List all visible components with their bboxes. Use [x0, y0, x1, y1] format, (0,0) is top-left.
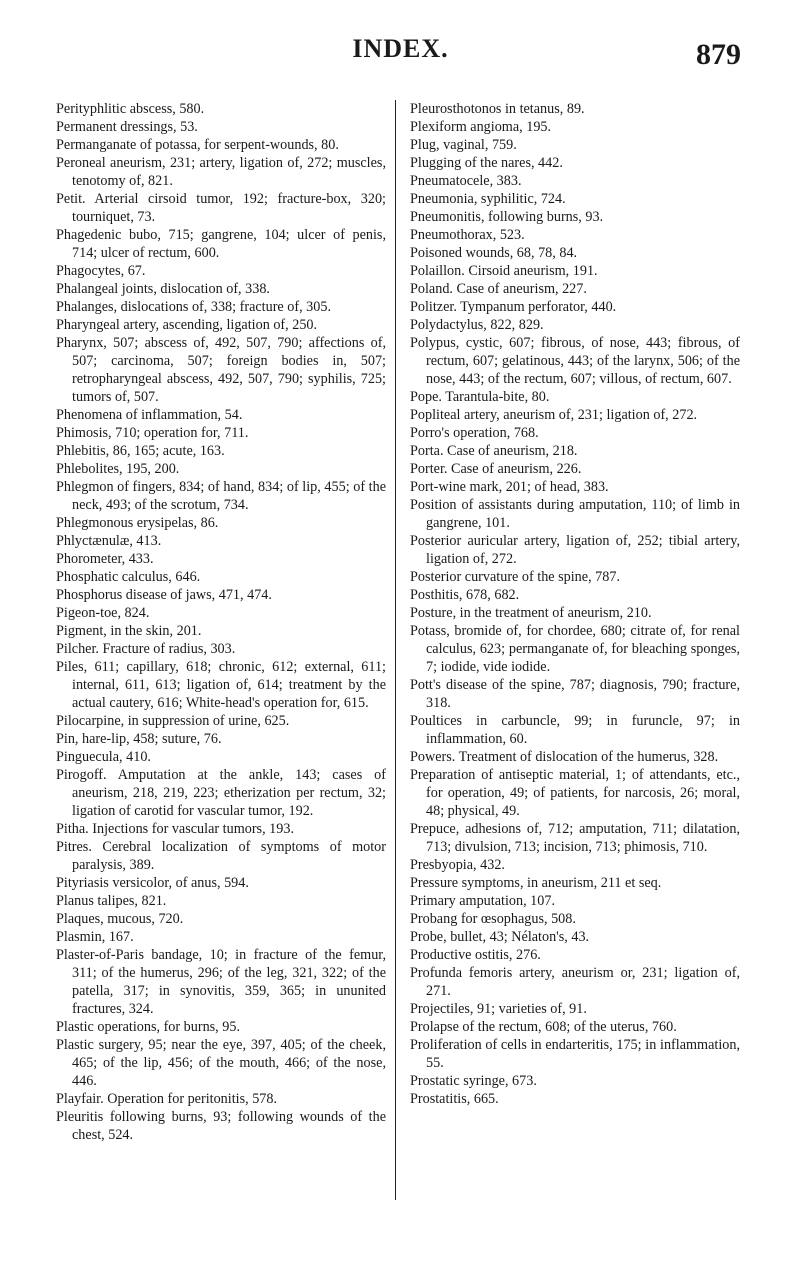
index-entry: Phagedenic bubo, 715; gangrene, 104; ulcer of penis, 714; ulcer of rectum, 600.	[56, 227, 386, 261]
index-entry: Pharynx, 507; abscess of, 492, 507, 790; affections of, 507; carcinoma, 507; foreign bodies in, 507; retropharyngeal abscess, 492, 507, 790; syphilis, 725; tumors of, 507.	[56, 335, 386, 405]
page-header	[0, 22, 801, 71]
index-entry: Productive ostitis, 276.	[410, 947, 541, 963]
index-entry: Plastic operations, for burns, 95.	[56, 1019, 241, 1035]
column-divider	[395, 100, 396, 1200]
index-entry: Preparation of antiseptic material, 1; of attendants, etc., for operation, 49; of patients, for narcosis, 26; moral, 48; physical, 49.	[410, 767, 740, 819]
index-entry: Pleurosthotonos in tetanus, 89.	[410, 101, 585, 117]
index-entry: Prostatitis, 665.	[410, 1091, 499, 1107]
index-entry: Porter. Case of aneurism, 226.	[410, 461, 582, 477]
right-column	[410, 100, 740, 1108]
index-entry: Presbyopia, 432.	[410, 857, 505, 873]
left-column	[56, 100, 386, 1144]
index-entry: Petit. Arterial cirsoid tumor, 192; fracture-box, 320; tourniquet, 73.	[56, 191, 386, 225]
index-entry: Pneumonitis, following burns, 93.	[410, 209, 604, 225]
index-entry: Phlyctænulæ, 413.	[56, 533, 162, 549]
index-entry: Prostatic syringe, 673.	[410, 1073, 537, 1089]
index-entry: Proliferation of cells in endarteritis, 175; in inflammation, 55.	[410, 1037, 740, 1071]
index-entry: Pneumothorax, 523.	[410, 227, 525, 243]
index-entry: Phosphatic calculus, 646.	[56, 569, 201, 585]
index-entry: Pott's disease of the spine, 787; diagnosis, 790; fracture, 318.	[410, 677, 740, 711]
index-entry: Posthitis, 678, 682.	[410, 587, 520, 603]
index-entry: Planus talipes, 821.	[56, 893, 167, 909]
index-entry: Probang for œsophagus, 508.	[410, 911, 576, 927]
index-entry: Plaques, mucous, 720.	[56, 911, 184, 927]
index-entry: Powers. Treatment of dislocation of the humerus, 328.	[410, 749, 719, 765]
index-entry: Porro's operation, 768.	[410, 425, 539, 441]
index-entry: Probe, bullet, 43; Nélaton's, 43.	[410, 929, 590, 945]
index-entry: Phagocytes, 67.	[56, 263, 146, 279]
index-entry: Poland. Case of aneurism, 227.	[410, 281, 587, 297]
index-entry: Phlegmonous erysipelas, 86.	[56, 515, 219, 531]
index-entry: Polydactylus, 822, 829.	[410, 317, 544, 333]
index-entry: Pirogoff. Amputation at the ankle, 143; cases of aneurism, 218, 219, 223; etherization per rectum, 32; ligation of carotid for vascular tumor, 192.	[56, 767, 386, 819]
index-entry: Plugging of the nares, 442.	[410, 155, 563, 171]
index-entry: Phalangeal joints, dislocation of, 338.	[56, 281, 270, 297]
index-entry: Posterior curvature of the spine, 787.	[410, 569, 620, 585]
index-entry: Pharyngeal artery, ascending, ligation of, 250.	[56, 317, 318, 333]
index-entry: Phenomena of inflammation, 54.	[56, 407, 243, 423]
index-entry: Profunda femoris artery, aneurism or, 231; ligation of, 271.	[410, 965, 740, 999]
index-entry: Pleuritis following burns, 93; following wounds of the chest, 524.	[56, 1109, 386, 1143]
index-entry: Phimosis, 710; operation for, 711.	[56, 425, 249, 441]
page-number: 879	[696, 38, 741, 71]
index-entry: Phlebitis, 86, 165; acute, 163.	[56, 443, 225, 459]
index-entry: Phalanges, dislocations of, 338; fracture of, 305.	[56, 299, 332, 315]
index-entry: Pope. Tarantula-bite, 80.	[410, 389, 550, 405]
index-entry: Plug, vaginal, 759.	[410, 137, 517, 153]
index-entry: Permanganate of potassa, for serpent-wounds, 80.	[56, 137, 339, 153]
index-entry: Posterior auricular artery, ligation of, 252; tibial artery, ligation of, 272.	[410, 533, 740, 567]
index-entry: Politzer. Tympanum perforator, 440.	[410, 299, 617, 315]
index-entry: Permanent dressings, 53.	[56, 119, 198, 135]
index-entry: Pressure symptoms, in aneurism, 211 et seq.	[410, 875, 662, 891]
index-entry: Pitres. Cerebral localization of symptoms of motor paralysis, 389.	[56, 839, 386, 873]
index-entry: Pigeon-toe, 824.	[56, 605, 150, 621]
index-entry: Plastic surgery, 95; near the eye, 397, 405; of the cheek, 465; of the lip, 456; of the mouth, 466; of the nose, 446.	[56, 1037, 386, 1089]
index-entry: Prepuce, adhesions of, 712; amputation, 711; dilatation, 713; divulsion, 713; incision, 713; phimosis, 710.	[410, 821, 740, 855]
index-entry: Polaillon. Cirsoid aneurism, 191.	[410, 263, 598, 279]
index-entry: Pityriasis versicolor, of anus, 594.	[56, 875, 249, 891]
index-entry: Pinguecula, 410.	[56, 749, 151, 765]
index-entry: Plaster-of-Paris bandage, 10; in fracture of the femur, 311; of the humerus, 296; of the leg, 321, 322; of the patella, 317; in synovitis, 359, 365; in ununited fractures, 324.	[56, 947, 386, 1017]
index-entry: Perityphlitic abscess, 580.	[56, 101, 205, 117]
index-entry: Polypus, cystic, 607; fibrous, of nose, 443; fibrous, of rectum, 607; gelatinous, 443; of the larynx, 506; of the nose, 443; of the rectum, 607; villous, of rectum, 607.	[410, 335, 740, 387]
index-entry: Port-wine mark, 201; of head, 383.	[410, 479, 609, 495]
index-entry: Popliteal artery, aneurism of, 231; ligation of, 272.	[410, 407, 698, 423]
index-entry: Pigment, in the skin, 201.	[56, 623, 202, 639]
index-entry: Position of assistants during amputation, 110; of limb in gangrene, 101.	[410, 497, 740, 531]
index-entry: Phlebolites, 195, 200.	[56, 461, 180, 477]
index-entry: Pitha. Injections for vascular tumors, 193.	[56, 821, 294, 837]
index-entry: Plasmin, 167.	[56, 929, 134, 945]
index-entry: Phorometer, 433.	[56, 551, 154, 567]
index-entry: Projectiles, 91; varieties of, 91.	[410, 1001, 587, 1017]
index-entry: Pneumatocele, 383.	[410, 173, 522, 189]
index-entry: Poultices in carbuncle, 99; in furuncle, 97; in inflammation, 60.	[410, 713, 740, 747]
index-entry: Phosphorus disease of jaws, 471, 474.	[56, 587, 272, 603]
index-entry: Peroneal aneurism, 231; artery, ligation of, 272; muscles, tenotomy of, 821.	[56, 155, 386, 189]
index-entry: Porta. Case of aneurism, 218.	[410, 443, 578, 459]
index-entry: Phlegmon of fingers, 834; of hand, 834; of lip, 455; of the neck, 493; of the scrotum, 734.	[56, 479, 386, 513]
index-entry: Pilocarpine, in suppression of urine, 625.	[56, 713, 290, 729]
index-entry: Pin, hare-lip, 458; suture, 76.	[56, 731, 222, 747]
index-entry: Playfair. Operation for peritonitis, 578.	[56, 1091, 278, 1107]
index-entry: Posture, in the treatment of aneurism, 210.	[410, 605, 652, 621]
page-title: INDEX.	[352, 34, 449, 63]
index-entry: Poisoned wounds, 68, 78, 84.	[410, 245, 578, 261]
index-entry: Plexiform angioma, 195.	[410, 119, 552, 135]
index-entry: Potass, bromide of, for chordee, 680; citrate of, for renal calculus, 623; permanganate of, for bleaching sponges, 7; iodide, vide iodide.	[410, 623, 740, 675]
index-entry: Pneumonia, syphilitic, 724.	[410, 191, 566, 207]
index-entry: Pilcher. Fracture of radius, 303.	[56, 641, 236, 657]
index-entry: Piles, 611; capillary, 618; chronic, 612; external, 611; internal, 611, 613; ligation of, 614; treatment by the actual cautery, 616; White-head's operation for, 615.	[56, 659, 386, 711]
index-entry: Prolapse of the rectum, 608; of the uterus, 760.	[410, 1019, 677, 1035]
index-entry: Primary amputation, 107.	[410, 893, 556, 909]
